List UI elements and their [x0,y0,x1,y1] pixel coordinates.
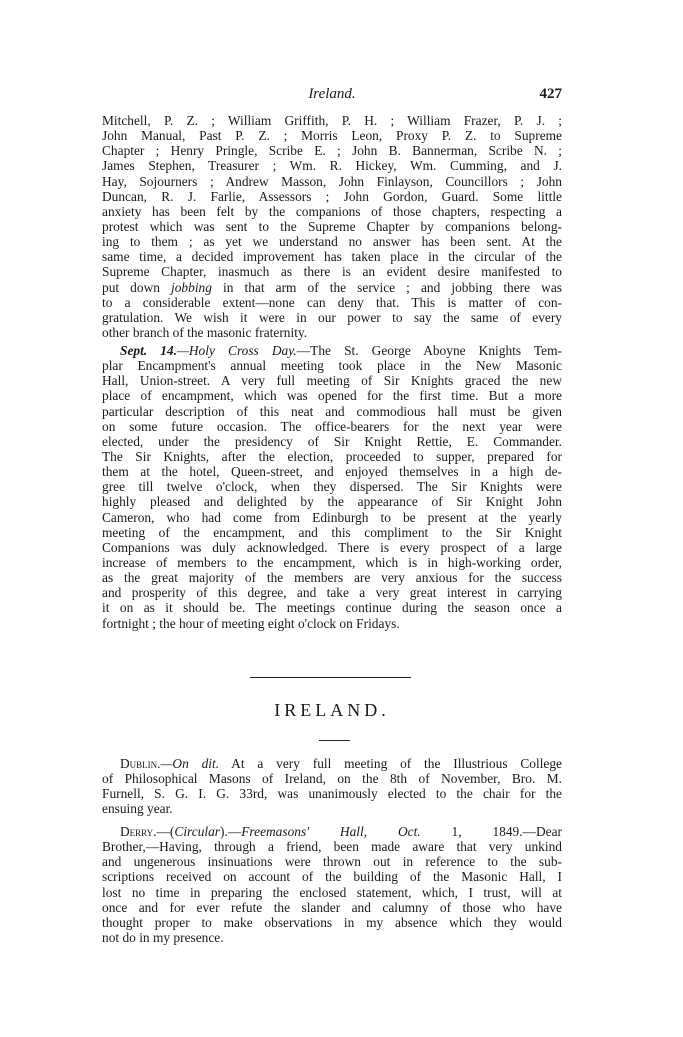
document-type: Circular [174,824,221,839]
text-line: anxiety has been felt by the companions of those chapters, respecting a [102,203,562,219]
text-line: Mitchell, P. Z. ; William Griffith, P. H. ; William Frazer, P. J. ; [102,113,562,128]
text-line [102,280,562,295]
text-line: same time, a decided improvement has taken place in the circular of the [102,249,562,265]
text-line: ing to them ; as yet we understand no answer has been sent. At the [102,234,562,250]
text-line: gratulation. We wish it were in our power to say the same of every [102,309,562,325]
text-line: elected, under the presidency of Sir Knight Rettie, E. Commander. [102,433,562,449]
line-text: 1, 1849.—Dear [420,824,562,839]
text-line: increase of members to the encampment, which is in high-working order, [102,554,562,570]
text-line: ensuing year. [102,801,173,817]
section-divider [250,677,411,678]
text-line: protest which was sent to the Supreme Chapter by companions belong- [102,218,562,234]
text-line: James Stephen, Treasurer ; Wm. R. Hickey, Wm. Cumming, and J. [102,158,562,174]
text-line: on some future occasion. The office-bearers for the next year were [102,418,562,434]
page-header [102,86,562,106]
text-line: Companions was duly acknowledged. There is every prospect of a large [102,539,562,555]
text-line: lost no time in preparing the enclosed statement, which, I trust, will at [102,884,562,900]
place-name: Dublin. [120,756,161,771]
paragraph-first-line [102,756,562,771]
text-line: of Philosophical Masons of Ireland, on the 8th of November, Bro. M. [102,771,562,787]
text-line: and ungenerous insinuations were thrown out in reference to the sub- [102,854,562,870]
text-line: them at the hotel, Queen-street, and enjoyed themselves in a high de- [102,464,562,480]
text-line: thought proper to make observations in my absence which they would [102,914,562,930]
text-line: Hall, Union-street. A very full meeting of Sir Knights graced the new [102,373,562,389]
text-line: John Manual, Past P. Z. ; Morris Leon, Proxy P. Z. to Supreme [102,128,562,144]
title-underline [319,740,350,741]
text-line: meeting of the encampment, and this compliment to the Sir Knight [102,524,562,540]
text-line: to a considerable extent—none can deny that. This is matter of con- [102,294,562,310]
text-line: particular description of this neat and commodious hall must be given [102,403,562,419]
section-title-ireland: IRELAND. [274,700,390,720]
lead-phrase: —On dit. [160,756,220,771]
event-title: —Holy Cross Day. [176,343,297,358]
date-lead: Sept. 14. [120,343,177,358]
text-segment: in that arm of the service ; and jobbing there was [211,279,562,295]
paragraph-derry [102,824,562,945]
punctuation: ).— [220,824,242,839]
line-text: At a very full meeting of the Illustrious College [219,756,563,771]
paragraph-first-line [102,824,562,839]
paragraph-dublin [102,756,562,817]
text-line: highly pleased and delighted by the appearance of Sir Knight John [102,494,562,510]
place-name: Derry. [120,824,157,839]
text-line: not do in my presence. [102,929,224,945]
text-line: Brother,—Having, through a friend, been made aware that very unkind [102,839,562,855]
text-line: Furnell, S. G. I. G. 33rd, was unanimously elected to the chair for the [102,786,562,802]
running-title: Ireland. [308,86,356,102]
text-segment: put down [102,279,172,295]
line-text: —The St. George Aboyne Knights Tem- [296,343,562,358]
page-number: 427 [539,86,562,102]
text-line: Cameron, who had come from Edinburgh to be present at the yearly [102,509,562,525]
text-line: fortnight ; the hour of meeting eight o'clock on Fridays. [102,615,400,631]
paragraph-holy-cross-day [102,343,562,631]
italic-word: jobbing [171,279,212,295]
text-line: Duncan, R. J. Farlie, Assessors ; John Gordon, Guard. Some little [102,188,562,204]
text-line: Hay, Sojourners ; Andrew Masson, John Finlayson, Councillors ; John [102,173,562,189]
text-line: The Sir Knights, after the election, proceeded to supper, prepared for [102,448,562,464]
text-line: gree till twelve o'clock, when they dispersed. The Sir Knights were [102,479,562,495]
punctuation: —( [156,824,175,839]
text-line: plar Encampment's annual meeting took place in the New Masonic [102,358,562,374]
letter-heading: Freemasons' Hall, Oct. [241,824,421,839]
text-line: it on as it should be. The meetings continue during the season once a [102,600,562,616]
paragraph-first-line [102,343,562,358]
text-line: scriptions received on account of the building of the Masonic Hall, I [102,869,562,885]
paragraph-chapter-officers [102,113,562,340]
text-line: Supreme Chapter, inasmuch as there is an evident desire manifested to [102,264,562,280]
text-line: other branch of the masonic fraternity. [102,324,308,340]
text-line: Chapter ; Henry Pringle, Scribe E. ; John B. Bannerman, Scribe N. ; [102,143,562,159]
text-line: once and for ever refute the slander and calumny of those who have [102,899,562,915]
text-line: and prosperity of this degree, and take a very great interest in carrying [102,585,562,601]
text-line: place of encampment, which was opened for the first time. But a more [102,388,562,404]
text-line: as the great majority of the members are very anxious for the success [102,570,562,586]
